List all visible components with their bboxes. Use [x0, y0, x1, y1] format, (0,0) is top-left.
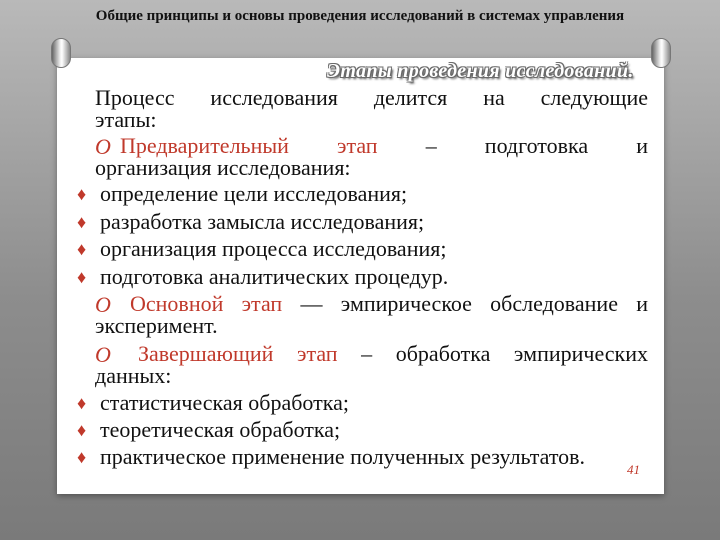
pin-left-icon — [51, 38, 71, 68]
intro-line-2: этапы: — [95, 107, 157, 132]
bullet-item-4: подготовка аналитических процедур. — [100, 264, 449, 289]
bullet-item-3: организация процесса исследования; — [100, 236, 447, 261]
stage-3-name: Завершающий этап — [138, 341, 338, 366]
stage-1-line-2: организация исследования: — [95, 155, 351, 180]
slide-header: Общие принципы и основы проведения исследований в системах управления — [95, 8, 625, 24]
stage-2-name: Основной этап — [130, 291, 283, 316]
diamond-bullet-icon: ♦ — [77, 267, 87, 287]
intro-line-1: Процесс исследования делится на следующие — [95, 85, 648, 110]
page-number: 41 — [627, 462, 640, 477]
stage-1-desc: – подготовка и — [377, 133, 649, 158]
stage-3-mark-icon: O — [95, 342, 111, 367]
diamond-bullet-icon: ♦ — [77, 212, 87, 232]
stage-1-mark-icon: O — [95, 134, 111, 159]
diamond-bullet-icon: ♦ — [77, 239, 87, 259]
bullet-item-6: теоретическая обработка; — [100, 417, 341, 442]
bullet-item-2: разработка замысла исследования; — [100, 209, 425, 234]
stage-1-name: Предварительный этап — [120, 133, 378, 158]
bullet-item-1: определение цели исследования; — [100, 181, 408, 206]
diamond-bullet-icon: ♦ — [77, 184, 87, 204]
stage-2-mark-icon: O — [95, 292, 111, 317]
stage-2-desc: — эмпирическое обследование и — [282, 291, 648, 316]
diamond-bullet-icon: ♦ — [77, 420, 87, 440]
stage-title: Этапы проведения исследований. — [327, 60, 634, 82]
stage-3-line-1 — [138, 342, 648, 366]
pin-right-icon — [651, 38, 671, 68]
stage-3-line-2: данных: — [95, 363, 172, 388]
bullet-item-7: практическое применение полученных результатов. — [100, 444, 586, 469]
stage-3-desc: – обработка эмпирических — [337, 341, 648, 366]
diamond-bullet-icon: ♦ — [77, 447, 87, 467]
bullet-item-5: статистическая обработка; — [100, 390, 349, 415]
stage-2-line-2: эксперимент. — [95, 313, 218, 338]
diamond-bullet-icon: ♦ — [77, 393, 87, 413]
